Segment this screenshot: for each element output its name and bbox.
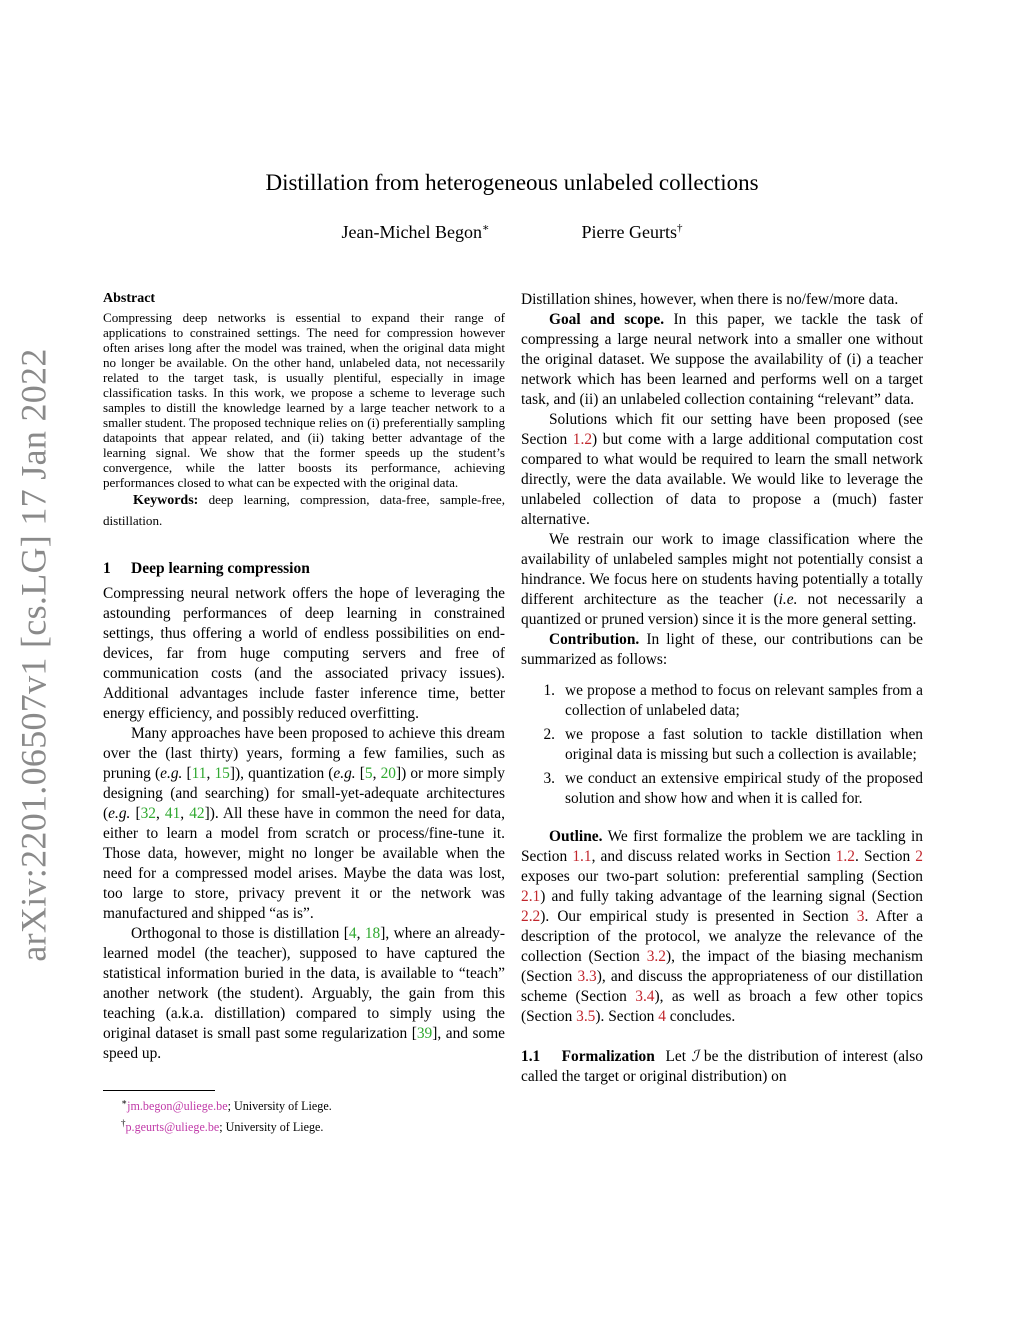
- footnote-1: ∗jm.begon@uliege.be; University of Liege.: [121, 1097, 332, 1114]
- section-link[interactable]: 2.2: [521, 908, 541, 925]
- section-link[interactable]: 1.2: [572, 431, 593, 448]
- restrain-paragraph: We restrain our work to image classification where the availability of unlabeled samples might not potentially consist a hindrance. We focus here on students having potentially a totally different architecture as the teacher (i.e. not necessarily a quantized or pruned version) since it is the more general setting.: [521, 531, 924, 628]
- section-1-paragraph-1: Compressing neural network offers the hope of leveraging the astounding performances of deep learning in constrained settings, thus offering a world of endless possibilities on end-devices, far from huge computing servers and free of communication costs (and the associated privacy issues). Additional advantages include faster inference time, better energy efficiency, and possibly reduced overfitting.: [103, 585, 505, 722]
- goal-paragraph: Goal and scope. In this paper, we tackle the task of compressing a large neural network into a smaller one without the original dataset. We suppose the availability of (i) a teacher network which has been learned and performs well on a target task, and (ii) an unlabeled collection containing “relevant” data.: [521, 311, 923, 408]
- citation-link[interactable]: 42: [189, 805, 205, 822]
- subsection-heading: 1.1 Formalization: [521, 1048, 655, 1065]
- contribution-paragraph: Contribution. In light of these, our contributions can be summarized as follows:: [521, 631, 923, 668]
- distillation-paragraph: Distillation shines, however, when there is no/few/more data.: [521, 291, 899, 308]
- citation-link[interactable]: 32: [140, 805, 156, 822]
- section-1-paragraph-2: Many approaches have been proposed to achieve this dream over the (last thirty) years, forming a few families, such as pruning (e.g. [11, 15]), quantization (e.g. [5, 20]) or more simply designing (and searching) for small-yet-adequate architectures (e.g. [32, 41, 42]). All these have in common the need for data, either to learn a model from scratch or process/fine-tune it. Those data, however, might no longer be available when the need for a compressed model arises. Maybe the data was lost, too large to store, privacy prevent it or the network was manufactured and shipped “as is”.: [103, 725, 505, 922]
- footnotes: [103, 1090, 505, 1136]
- section-link[interactable]: 3.4: [635, 988, 655, 1005]
- abstract-heading: Abstract: [103, 291, 156, 306]
- section-link[interactable]: 3: [856, 908, 865, 925]
- footnote-2: †p.geurts@uliege.be; University of Liege.: [121, 1118, 324, 1135]
- list-item: 1. we propose a method to focus on relevant samples from a collection of unlabeled data;: [543, 682, 923, 719]
- citation-link[interactable]: 11: [191, 765, 207, 782]
- section-link[interactable]: 1.2: [835, 848, 855, 865]
- citation-link[interactable]: 5: [364, 765, 373, 782]
- citation-link[interactable]: 41: [164, 805, 181, 822]
- citation-link[interactable]: 20: [380, 765, 396, 782]
- paper-title: Distillation from heterogeneous unlabeled collections: [265, 170, 759, 195]
- author-geurts: Pierre Geurts†: [581, 222, 683, 242]
- list-item: 3. we conduct an extensive empirical study of the proposed solution and show how and when it is called for.: [543, 770, 923, 807]
- section-link[interactable]: 2: [915, 848, 923, 865]
- section-link[interactable]: 1.1: [572, 848, 592, 865]
- author-begon: Jean-Michel Begon∗: [341, 222, 490, 242]
- left-column: [103, 290, 505, 1136]
- formalization-paragraph: 1.1 Formalization Let ℐ be the distribution of interest (also called the target or original distribution) on: [521, 1048, 923, 1085]
- author-list: [0, 222, 1024, 243]
- citation-link[interactable]: 4: [348, 925, 357, 942]
- section-link[interactable]: 3.3: [577, 968, 597, 985]
- section-link[interactable]: 3.5: [576, 1008, 596, 1025]
- solutions-paragraph: Solutions which fit our setting have been proposed (see Section 1.2) but come with a large additional computation cost compared to what would be required to learn the small network directly, were the data available. We would like to leverage the unlabeled collection of data to propose a (much) faster alternative.: [521, 411, 923, 528]
- abstract-text: Compressing deep networks is essential to expand their range of applications to constrained settings. The need for compression however often arises long after the model was trained, when the original data might no longer be available. On the other hand, unlabeled data, not necessarily related to the target task, is usually plentiful, especially in image classification tasks. In this work, we propose a scheme to leverage such samples to distill the knowledge learned by a large teacher network to a smaller student. The proposed technique relies on (i) preferentially sampling datapoints that appear related, and (ii) taking better advantage of the learning signal. We show that the former speeds up the student’s convergence, while the latter boosts its performance, achieving performances closed to what can be expected with the original data.: [103, 310, 505, 490]
- email-link[interactable]: jm.begon@uliege.be: [127, 1099, 228, 1114]
- section-1-heading: 1 Deep learning compression: [103, 560, 310, 577]
- arxiv-side-label: [12, 348, 56, 962]
- section-link[interactable]: 4: [658, 1008, 666, 1025]
- citation-link[interactable]: 18: [364, 925, 381, 942]
- section-link[interactable]: 3.2: [646, 948, 666, 965]
- email-link[interactable]: p.geurts@uliege.be: [125, 1120, 220, 1135]
- citation-link[interactable]: 39: [416, 1025, 433, 1042]
- contribution-list: [521, 681, 923, 809]
- keywords: Keywords: deep learning, compression, data-free, sample-free, distillation.: [103, 492, 505, 528]
- citation-link[interactable]: 15: [214, 765, 230, 782]
- arxiv-identifier: arXiv:2201.06507v1 [cs.LG] 17 Jan 2022: [14, 348, 54, 962]
- list-item: 2. we propose a fast solution to tackle distillation when original data is missing but such a collection is available;: [543, 726, 923, 763]
- footnote-rule: [103, 1090, 215, 1091]
- right-column: [521, 290, 923, 1087]
- section-link[interactable]: 2.1: [521, 888, 541, 905]
- section-1-paragraph-3: Orthogonal to those is distillation [4, 18], where an already-learned model (the teacher), supposed to have captured the statistical information buried in the data, is available to “teach” another network (the student). Arguably, the gain from this teaching (a.k.a. distillation) compared to simply using the original dataset is small past some regularization [39], and some speed up.: [103, 925, 505, 1062]
- outline-paragraph: Outline. We first formalize the problem we are tackling in Section 1.1, and discuss related works in Section 1.2. Section 2 exposes our two-part solution: preferential sampling (Section 2.1) and fully taking advantage of the learning signal (Section 2.2). Our empirical study is presented in Section 3. After a description of the protocol, we analyze the relevance of the collection (Section 3.2), the impact of the biasing mechanism (Section 3.3), and discuss the appropriateness of our distillation scheme (Section 3.4), as well as broach a few other topics (Section 3.5). Section 4 concludes.: [521, 828, 924, 1025]
